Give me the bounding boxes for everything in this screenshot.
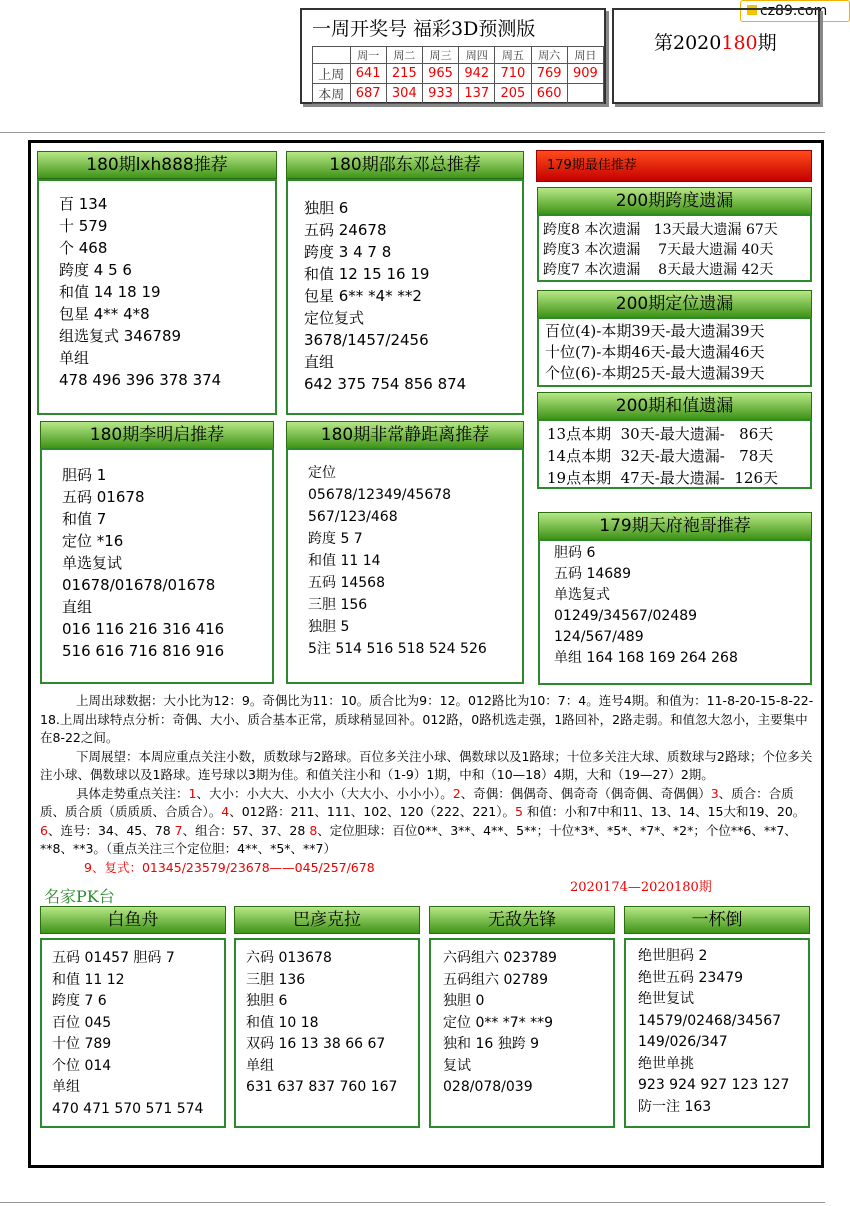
pk-title-0: 白鱼舟 bbox=[40, 906, 226, 934]
analysis-p3: 具体走势重点关注：1、大小：小大大、小大小（大大小、小小小）。2、奇偶：偶偶奇、偶奇奇（偶奇偶、奇偶偶）3、质合：合质质、质合质（质质质、合质合）。4、012路：211、111、102、120（222、221）。5 和值：小和7中和11、13、14、15大和19、20。6、连号：34、45、78 7、组合：57、37、28 8、定位胆球：百位0**、3**、4**、5**；十位*3*、*5*、*7*、*2*；个位**6、**7、**8、**3。（重点关注三个定位胆：4**、*5*、**7） bbox=[40, 785, 806, 856]
panel-tianfu: 胆码 6 五码 14689 单选复式 01249/34567/02489 124/567/489 单组 164 168 169 264 268 bbox=[538, 539, 812, 685]
draw-number: 205 bbox=[495, 84, 531, 104]
draw-number: 687 bbox=[350, 84, 386, 104]
issue-number: 第2020180期 bbox=[654, 32, 777, 54]
pk-title-1: 巴彦克拉 bbox=[234, 906, 420, 934]
panel-title-lxh: 180期lxh888推荐 bbox=[37, 151, 277, 179]
draw-number: 660 bbox=[531, 84, 567, 104]
best-title: 179期最佳推荐 bbox=[536, 150, 812, 182]
analysis-p2: 下周展望：本周应重点关注小数，质数球与2路球。百位多关注小球、偶数球以及1路球；十位多关注大球、质数球与2路球；个位多关注小球、偶数球以及1路球。连号球以3期为佳。和值关注小和（1-9）1期，中和（10—18）4期，大和（19—27）2期。 bbox=[40, 748, 813, 782]
row-label: 本周 bbox=[313, 84, 351, 104]
draw-number: 137 bbox=[459, 84, 495, 104]
pk-label: 名家PK台 bbox=[44, 887, 115, 906]
panel-title-shao: 180期邵东邓总推荐 bbox=[286, 151, 524, 179]
row-label: 上周 bbox=[313, 64, 351, 84]
dingwei-panel: 百位(4)-本期39天-最大遗漏39天 十位(7)-本期46天-最大遗漏46天 个位(6)-本期25天-最大遗漏39天 bbox=[537, 317, 812, 387]
site-logo[interactable]: cz89.com bbox=[740, 0, 850, 22]
draw-number: 965 bbox=[422, 64, 458, 84]
weekly-draw-panel bbox=[300, 8, 606, 104]
pk-card-3: 绝世胆码 2 绝世五码 23479 绝世复试 14579/02468/34567 149/026/347 绝世单挑 923 924 927 123 127 防一注 163 bbox=[624, 938, 810, 1128]
pk-title-3: 一杯倒 bbox=[624, 906, 810, 934]
pk-card-2: 六码组六 023789 五码组六 02789 独胆 0 定位 0** *7* **9 独和 16 独跨 9 复试 028/078/039 bbox=[429, 938, 615, 1128]
day-header: 周日 bbox=[567, 47, 603, 64]
draw-number: 215 bbox=[386, 64, 422, 84]
draw-number: 909 bbox=[567, 64, 603, 84]
pk-title-2: 无敌先锋 bbox=[429, 906, 615, 934]
header-title: 一周开奖号 福彩3D预测版 bbox=[312, 18, 536, 40]
pk-card-0: 五码 01457 胆码 7 和值 11 12 跨度 7 6 百位 045 十位 789 个位 014 单组 470 471 570 571 574 bbox=[40, 938, 226, 1128]
panel-fei: 定位 05678/12349/45678 567/123/468 跨度 5 7 和值 11 14 五码 14568 三胆 156 独胆 5 5注 514 516 518 524 526 bbox=[286, 448, 524, 684]
divider bbox=[0, 132, 825, 133]
pk-card-1: 六码 013678 三胆 136 独胆 6 和值 10 18 双码 16 13 38 66 67 单组 631 637 837 760 167 bbox=[234, 938, 420, 1128]
panel-title-li: 180期李明启推荐 bbox=[40, 421, 274, 449]
day-header: 周三 bbox=[422, 47, 458, 64]
day-header: 周二 bbox=[386, 47, 422, 64]
day-header: 周六 bbox=[531, 47, 567, 64]
weekly-draw-table bbox=[312, 46, 604, 104]
table-row-last-week bbox=[313, 64, 604, 84]
hezhi-panel: 13点本期 30天-最大遗漏- 86天 14点本期 32天-最大遗漏- 78天 19点本期 47天-最大遗漏- 126天 bbox=[537, 419, 812, 489]
table-header-row bbox=[313, 47, 604, 64]
analysis-fushi: 9、复式：01345/23579/23678——045/257/678 bbox=[84, 859, 375, 875]
panel-title-fei: 180期非常静距离推荐 bbox=[286, 421, 524, 449]
panel-shao: 独胆 6 五码 24678 跨度 3 4 7 8 和值 12 15 16 19 包星 6** *4* **2 定位复式 3678/1457/2456 直组 642 375 754 856 874 bbox=[286, 179, 524, 415]
draw-number: 942 bbox=[459, 64, 495, 84]
draw-number: 933 bbox=[422, 84, 458, 104]
panel-lxh: 百 134 十 579 个 468 跨度 4 5 6 和值 14 18 19 包星 4** 4*8 组选复式 346789 单组 478 496 396 378 374 bbox=[37, 179, 277, 415]
draw-number: 641 bbox=[350, 64, 386, 84]
draw-number: 304 bbox=[386, 84, 422, 104]
pk-period: 2020174—2020180期 bbox=[570, 880, 712, 895]
kuadu-panel: 跨度8 本次遗漏 13天最大遗漏 67天 跨度3 本次遗漏 7天最大遗漏 40天 跨度7 本次遗漏 8天最大遗漏 42天 bbox=[537, 214, 812, 282]
panel-li: 胆码 1 五码 01678 和值 7 定位 *16 单选复试 01678/01678/01678 直组 016 116 216 316 416 516 616 716 816 916 bbox=[40, 448, 274, 684]
table-row-this-week bbox=[313, 84, 604, 104]
divider bbox=[0, 1202, 825, 1203]
analysis-text bbox=[40, 692, 815, 877]
analysis-p1: 上周出球数据：大小比为12：9。奇偶比为11：10。质合比为9：12。012路比为10：7：4。连号4期。和值为：11-8-20-15-8-22-18.上周出球特点分析：奇偶、大小、质合基本正常，质球稍显回补。012路，0路机选走强，1路回补，2路走弱。和值忽大忽小，主要集中在8-22之间。 bbox=[40, 693, 814, 745]
issue-panel bbox=[612, 8, 820, 104]
draw-number: 769 bbox=[531, 64, 567, 84]
day-header: 周五 bbox=[495, 47, 531, 64]
draw-number bbox=[567, 84, 603, 104]
dingwei-title: 200期定位遗漏 bbox=[537, 290, 812, 318]
panel-title-tianfu: 179期天府袍哥推荐 bbox=[538, 512, 812, 540]
day-header: 周一 bbox=[350, 47, 386, 64]
day-header: 周四 bbox=[459, 47, 495, 64]
draw-number: 710 bbox=[495, 64, 531, 84]
kuadu-title: 200期跨度遗漏 bbox=[537, 187, 812, 215]
hezhi-title: 200期和值遗漏 bbox=[537, 392, 812, 420]
